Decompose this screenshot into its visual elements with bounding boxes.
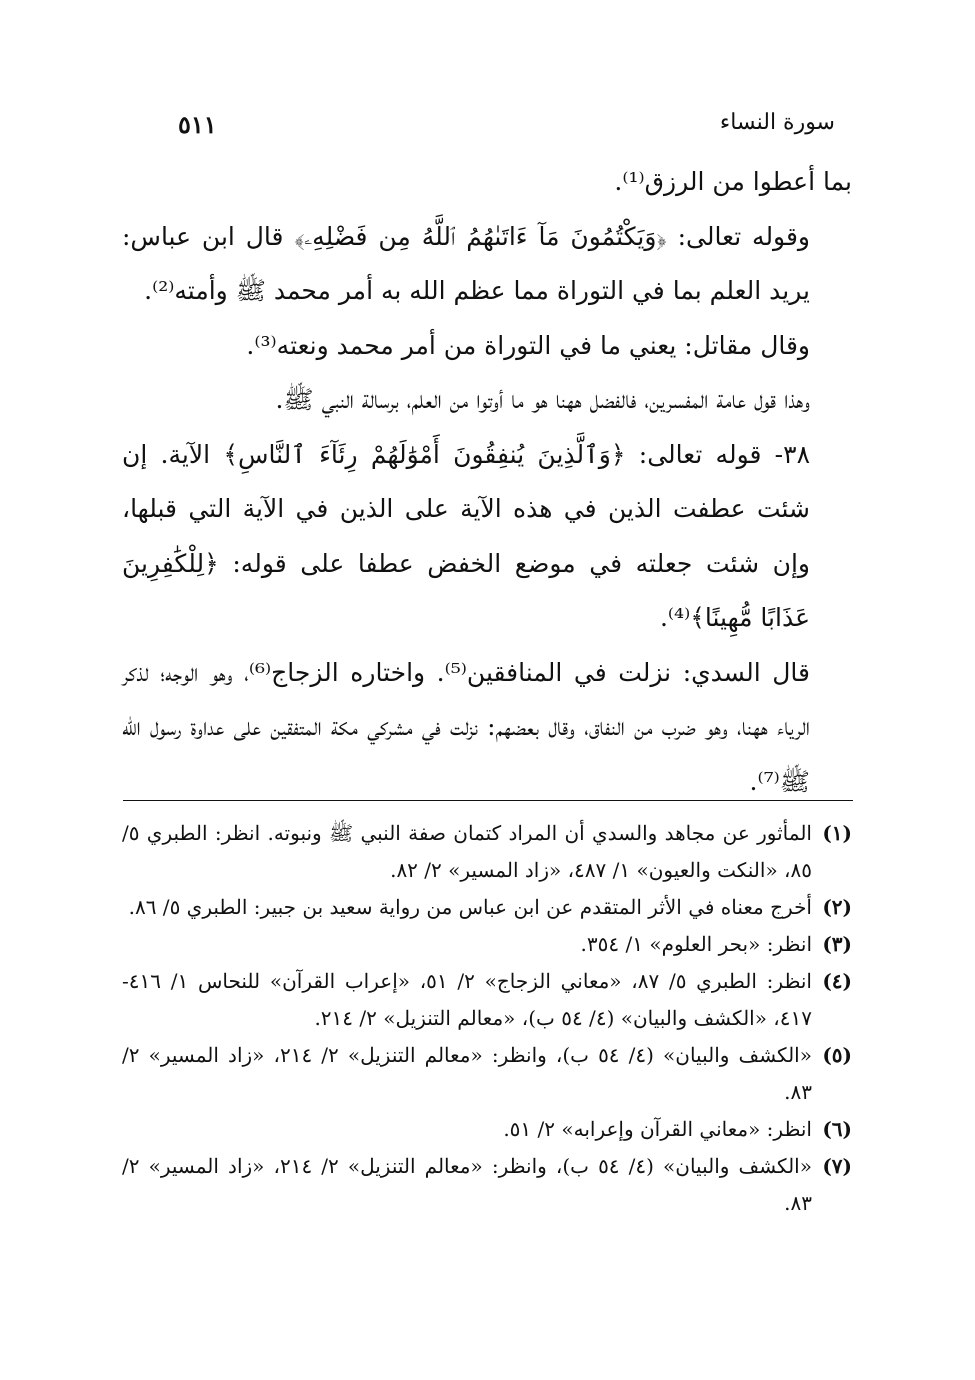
footnote-number: (٤) — [822, 969, 852, 993]
footnote-number: (١) — [822, 821, 852, 845]
running-header-surah: سورة النساء — [719, 110, 835, 135]
footnote-number: (٧) — [822, 1154, 852, 1178]
footnote — [122, 1037, 852, 1111]
footnote — [122, 963, 852, 1037]
footnote-text: انظر: «بحر العلوم» ١/ ٣٥٤. — [580, 932, 812, 956]
footnote-number: (٥) — [822, 1043, 852, 1067]
page-number: ٥١١ — [178, 110, 217, 139]
footnote-text: «الكشف والبيان» (٤/ ٥٤ ب)، وانظر: «معالم التنزيل» ٢/ ٢١٤، «زاد المسير» ٢/ ٨٣. — [122, 1154, 812, 1215]
footnote-separator — [123, 800, 853, 801]
footnote — [122, 1111, 852, 1148]
main-text — [122, 155, 852, 809]
footnote-number: (٣) — [822, 932, 852, 956]
footnote — [122, 926, 852, 963]
footnote-text: المأثور عن مجاهد والسدي أن المراد كتمان صفة النبي ﷺ ونبوته. انظر: الطبري ٥/ ٨٥، «النكت والعيون» ١/ ٤٨٧، «زاد المسير» ٢/ ٨٢. — [122, 821, 812, 882]
footnote-text: انظر: «معاني القرآن وإعرابه» ٢/ ٥١. — [503, 1117, 812, 1141]
paragraph: وهذا قول عامة المفسرين، فالفضل ههنا هو ما أوتوا من العلم، برسالة النبي ﷺ. — [275, 385, 810, 414]
footnote-text: «الكشف والبيان» (٤/ ٥٤ ب)، وانظر: «معالم التنزيل» ٢/ ٢١٤، «زاد المسير» ٢/ ٨٣. — [122, 1043, 812, 1104]
footnote-number: (٢) — [822, 895, 852, 919]
paragraph: وقوله تعالى: ﴿وَيَكْتُمُونَ مَآ ءَاتَىٰهُمُ ٱللَّهُ مِن فَضْلِهِۦ﴾ قال ابن عباس: يريد العلم بما في التوراة مما عظم الله به أمر محمد ﷺ وأمته⁽²⁾. — [122, 221, 810, 305]
footnote-number: (٦) — [822, 1117, 852, 1141]
paragraph: ٣٨- قوله تعالى: ﴿وَٱلَّذِينَ يُنفِقُونَ أَمْوَٰلَهُمْ رِئَآءَ ٱلنَّاسِ﴾ الآية. إن شئت عطفت الذين في هذه الآية على الذين في الآية التي قبلها، وإن شئت جعلته في موضع الخفض عطفا على قوله: ﴿لِلْكَٰفِرِينَ عَذَابًا مُّهِينًا﴾⁽⁴⁾. — [122, 439, 810, 632]
footnote — [122, 815, 852, 889]
paragraph: بما أعطوا من الرزق⁽¹⁾. — [614, 167, 852, 196]
footnote-text: أخرج معناه في الأثر المتقدم عن ابن عباس من رواية سعيد بن جبير: الطبري ٥/ ٨٦. — [128, 895, 812, 919]
footnote-text: انظر: الطبري ٥/ ٨٧، «معاني الزجاج» ٢/ ٥١، «إعراب القرآن» للنحاس ١/ ٤١٦- ٤١٧، «الكشف والبيان» (٤/ ٥٤ ب)، «معالم التنزيل» ٢/ ٢١٤. — [122, 969, 812, 1030]
footnotes — [122, 815, 852, 1222]
footnote — [122, 1148, 852, 1222]
paragraph: وقال مقاتل: يعني ما في التوراة من أمر محمد ونعته⁽³⁾. — [246, 330, 810, 360]
footnote — [122, 889, 852, 926]
paragraph: قال السدي: نزلت في المنافقين⁽⁵⁾. واختاره الزجاج⁽⁶⁾، وهو الوجه؛ لذكر الرياء ههنا، وهو ضرب من النفاق، وقال بعضهم: نزلت في مشركي مكة المتفقين على عداوة رسول الله ﷺ⁽⁷⁾. — [122, 657, 810, 796]
